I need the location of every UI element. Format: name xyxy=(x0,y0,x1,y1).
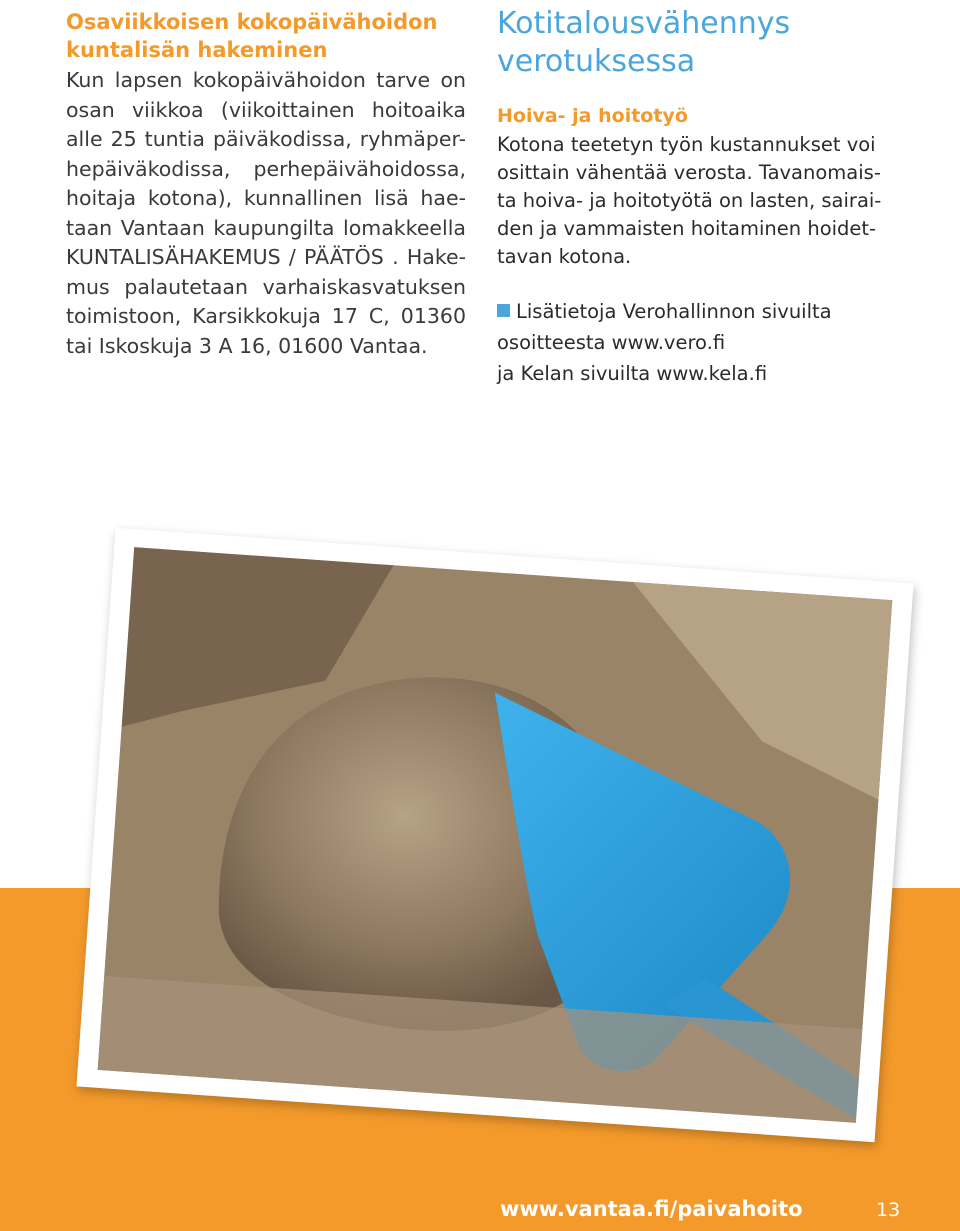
body-line: tavan kotona. xyxy=(497,245,632,268)
kuntalisa-body xyxy=(66,66,466,361)
title-line: verotuksessa xyxy=(497,44,696,79)
sand-shovel-illustration xyxy=(98,547,893,1123)
right-column xyxy=(497,5,907,389)
info-text: Lisätietoja Verohallinnon sivuilta xyxy=(516,300,832,323)
heading-line: kuntalisän hakeminen xyxy=(66,38,328,62)
title-line: Kotitalousvähennys xyxy=(497,6,791,41)
body-line: osittain vähentää verosta. Tavanomais- xyxy=(497,161,881,184)
square-bullet-icon xyxy=(497,304,510,317)
left-column xyxy=(66,8,466,361)
body-line: toimistoon, Karsikkokuja 17 C, 01360 xyxy=(66,304,466,328)
body-line: Kotona teetetyn työn kustannukset voi xyxy=(497,133,876,156)
body-line: mus palautetaan varhaiskasvatuksen xyxy=(66,274,466,299)
hoiva-body xyxy=(497,131,907,271)
page-number: 13 xyxy=(876,1199,901,1221)
sand-photo-frame xyxy=(76,528,913,1142)
body-line: Kun lapsen kokopäivähoidon tarve on xyxy=(66,68,466,92)
body-line: hoitaja kotona), kunnallinen lisä hae- xyxy=(66,186,466,210)
body-line: taan Vantaan kaupungilta lomakkeella xyxy=(66,215,466,240)
kuntalisa-heading xyxy=(66,8,466,64)
info-links xyxy=(497,296,907,389)
body-line: osan viikkoa (viikoittainen hoitoaika xyxy=(66,97,466,122)
hoiva-subheading: Hoiva- ja hoitotyö xyxy=(497,105,688,127)
body-line: tai Iskoskuja 3 A 16, 01600 Vantaa. xyxy=(66,333,428,358)
body-line: den ja vammaisten hoitaminen hoidet- xyxy=(497,217,877,240)
kotitalousvahennys-title xyxy=(497,5,907,81)
info-line-vero[interactable]: osoitteesta www.vero.fi xyxy=(497,331,726,354)
footer-url[interactable]: www.vantaa.fi/paivahoito xyxy=(500,1197,803,1221)
heading-line: Osaviikkoisen kokopäivähoidon xyxy=(66,10,438,34)
body-line: alle 25 tuntia päiväkodissa, ryhmäper- xyxy=(66,127,466,151)
body-line: hepäiväkodissa, perhepäivähoidossa, xyxy=(66,156,466,181)
info-line-kela[interactable]: ja Kelan sivuilta www.kela.fi xyxy=(497,362,768,385)
body-line: ta hoiva- ja hoitotyötä on lasten, sairai- xyxy=(497,189,882,212)
info-line xyxy=(497,296,907,327)
body-line: KUNTALISÄHAKEMUS / PÄÄTÖS . Hake- xyxy=(66,245,466,269)
sand-and-shovel-photo xyxy=(98,547,893,1123)
